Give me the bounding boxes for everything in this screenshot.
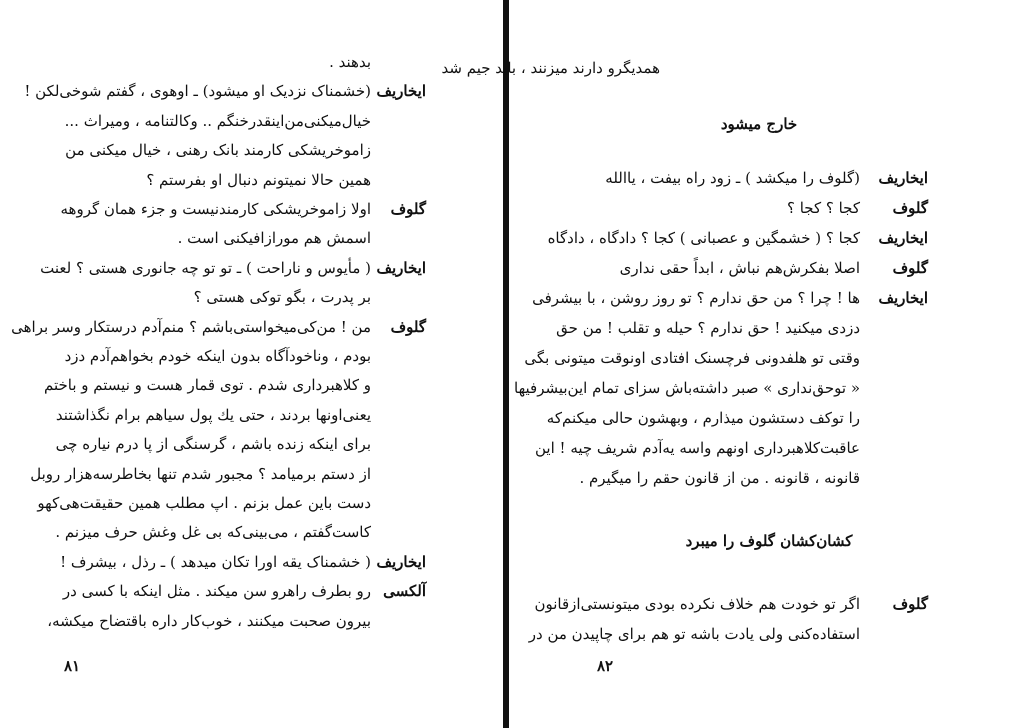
speaker-name: آلکسی xyxy=(383,582,426,601)
dialogue-line: (گلوف را میکشد ) ـ زود راه بیفت ، یاالله xyxy=(605,169,860,187)
dialogue-line: اسمش هم مورازافیکنی است . xyxy=(177,229,371,248)
dialogue-line: و کلاهبرداری شدم . توی قمار هست و نیستم و باختم xyxy=(43,376,371,395)
dialogue-line: کاست‌گفتم ، می‌بینی‌که بی غل وغش حرف میزنم . xyxy=(55,523,371,542)
dialogue-line: اولا زاموخریشکی کارمندنیست و جزء همان گروهه xyxy=(60,200,371,218)
right-heading-line: همدیگرو دارند میزنند ، باید جیم شد xyxy=(441,59,660,77)
dialogue-line: از دستم برمیامد ؟ مجبور شدم تنها بخاطرسه‌هزار روبل xyxy=(30,464,371,483)
dialogue-line: همین حالا نمیتونم دنبال او بفرستم ؟ xyxy=(146,170,371,189)
page-number-left: ۸۱ xyxy=(64,657,81,675)
speaker-name: ایخاریف xyxy=(878,229,928,247)
right-page xyxy=(441,0,1012,728)
speaker-name: گلوف xyxy=(892,199,928,217)
dialogue-line: ها ! چرا ؟ من حق ندارم ؟ تو روز روشن ، با بیشرفی xyxy=(532,289,860,307)
page-number-right: ۸۲ xyxy=(597,657,614,675)
dialogue-line: ( مأیوس و ناراحت ) ـ تو تو چه جانوری هستی ؟ لعنت xyxy=(40,258,371,277)
dialogue-line: کجا ؟ ( خشمگین و عصبانی ) کجا ؟ دادگاه ، دادگاه xyxy=(547,229,860,247)
speaker-name: گلوف xyxy=(390,317,426,336)
dialogue-line: وقتی تو هلفدونی فرچسنک افتادی اونوقت میتونی بگی xyxy=(524,349,860,367)
dialogue-line: اصلا بفکرش‌هم نباش ، ابداً حقی نداری xyxy=(619,259,860,277)
left-page xyxy=(0,0,503,728)
dialogue-line: بیرون صحبت میکنند ، خوب‌کار داره باقتضاح میکشه، xyxy=(47,611,371,630)
dialogue-line: اگر تو خودت هم خلاف نکرده بودی میتونستی‌ازقانون xyxy=(534,595,860,613)
dialogue-line: خیال‌میکنی‌من‌اینقدرخنگم .. وکالتنامه ، ومیراث ... xyxy=(64,111,371,130)
speaker-name: ایخاریف xyxy=(878,289,928,307)
speaker-name: گلوف xyxy=(390,200,426,218)
dialogue-line: قانونه ، قانونه . من از قانون حقم را میگیرم . xyxy=(579,469,860,487)
dialogue-line: بر پدرت ، بگو توکی هستی ؟ xyxy=(193,288,371,307)
dialogue-line: عاقبت‌کلاهبرداری اونهم واسه یه‌آدم شریف چیه ! این xyxy=(535,439,860,457)
dialogue-line: استفاده‌کنی ولی یادت باشه تو هم برای چاپیدن من در xyxy=(528,625,860,643)
dialogue-line: دزدی میکنید ! حق ندارم ؟ حیله و تقلب ! من حق xyxy=(556,319,860,337)
dialogue-line: دست باین عمل بزنم . اپ مطلب همین حقیقت‌هی‌کهو xyxy=(37,494,371,512)
dialogue-line: برای اینکه زنده باشم ، گرسنگی از پا درم نیاره چی xyxy=(55,435,371,454)
dialogue-line: زاموخریشکی کارمند بانک رهنی ، خیال میکنی من xyxy=(65,141,371,160)
stage-direction-drag: کشان‌کشان گلوف را میبرد xyxy=(685,532,853,550)
dialogue-line: (خشمناک نزدیک او میشود) ـ اوهوی ، گفتم شوخی‌لکن ! xyxy=(24,82,371,101)
dialogue-line: « توحق‌نداری » صبر داشته‌باش سزای تمام این‌بیشرفیها xyxy=(514,379,860,397)
speaker-name: ایخاریف xyxy=(376,82,426,101)
dialogue-line: بودم ، وناخودآگاه بدون اینکه خودم بخواهم‌آدم دزد xyxy=(64,347,371,365)
dialogue-line: بدهند . xyxy=(329,53,371,71)
dialogue-line: را توکف دستشون میذارم ، وبهشون حالی میکنم‌که xyxy=(546,409,860,427)
dialogue-line: من ! من‌کی‌میخواستی‌باشم ؟ منم‌آدم درستکار وسر براهی xyxy=(11,317,371,336)
dialogue-line: یعنی‌اونها بردند ، حتی یك پول سیاهم برام نگذاشتند xyxy=(55,405,371,424)
speaker-name: گلوف xyxy=(892,595,928,613)
dialogue-line: رو بطرف راهرو سن میکند . مثل اینکه با کسی در xyxy=(62,582,371,601)
stage-direction-exit: خارج میشود xyxy=(720,115,798,133)
speaker-name: ایخاریف xyxy=(376,258,426,277)
speaker-name: ایخاریف xyxy=(376,552,426,571)
dialogue-line: ( خشمناک یقه اورا تکان میدهد ) ـ رذل ، بیشرف ! xyxy=(60,552,371,571)
speaker-name: ایخاریف xyxy=(878,169,928,187)
dialogue-line: کجا ؟ کجا ؟ xyxy=(786,199,860,217)
speaker-name: گلوف xyxy=(892,259,928,277)
